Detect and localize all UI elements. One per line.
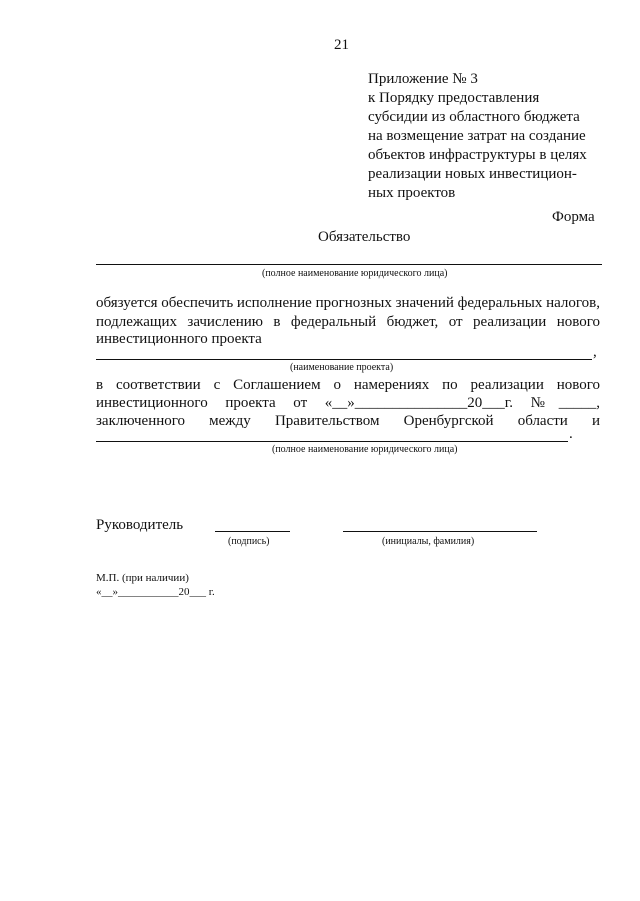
signature-field-line: [215, 531, 290, 532]
head-label: Руководитель: [96, 517, 184, 533]
agreement-word: и: [591, 413, 600, 429]
appendix-line: объектов инфраструктуры в целях: [368, 147, 587, 163]
agreement-word: Оренбургской: [403, 413, 494, 429]
date-line: «__»___________20___ г.: [96, 586, 215, 598]
initials-caption: (инициалы, фамилия): [382, 536, 475, 547]
commitment-line-2: подлежащих зачислению в федеральный бюджет, от реализации нового: [96, 314, 600, 330]
agreement-word: между: [209, 413, 251, 429]
commitment-line-1: обязуется обеспечить исполнение прогнозных значений федеральных налогов,: [96, 295, 600, 311]
signature-caption: (подпись): [228, 536, 270, 547]
initials-field-line: [343, 531, 537, 532]
stamp-note: М.П. (при наличии): [96, 572, 189, 584]
appendix-line: субсидии из областного бюджета: [368, 109, 580, 125]
project-name-caption: (наименование проекта): [290, 362, 394, 373]
agreement-line-2: инвестиционного проекта от «__»_______________20___г. №_____,: [96, 395, 600, 411]
appendix-line: ных проектов: [368, 185, 456, 201]
agreement-word: Правительством: [274, 413, 380, 429]
legal-entity-field-line: [96, 264, 602, 265]
agreement-line-1: в соответствии с Соглашением о намерениях по реализации нового: [96, 377, 600, 393]
legal-entity-field-line-2: [96, 441, 568, 442]
appendix-line: реализации новых инвестицион-: [368, 166, 577, 182]
appendix-line: Приложение № 3: [368, 71, 478, 87]
form-label: Форма: [552, 209, 595, 225]
legal-entity-caption: (полное наименование юридического лица): [262, 268, 448, 279]
page-number: 21: [334, 37, 349, 53]
commitment-line-3: инвестиционного проекта: [96, 331, 262, 347]
appendix-block: [368, 70, 587, 203]
agreement-word: области: [517, 413, 568, 429]
agreement-line-3: [96, 412, 600, 431]
legal-entity-caption-2: (полное наименование юридического лица): [272, 444, 458, 455]
appendix-line: к Порядку предоставления: [368, 90, 540, 106]
document-title: Обязательство: [318, 229, 411, 245]
project-name-field-line: [96, 359, 592, 360]
entity-period: .: [569, 426, 573, 442]
agreement-word: заключенного: [96, 413, 186, 429]
project-comma: ,: [593, 344, 597, 360]
appendix-line: на возмещение затрат на создание: [368, 128, 586, 144]
